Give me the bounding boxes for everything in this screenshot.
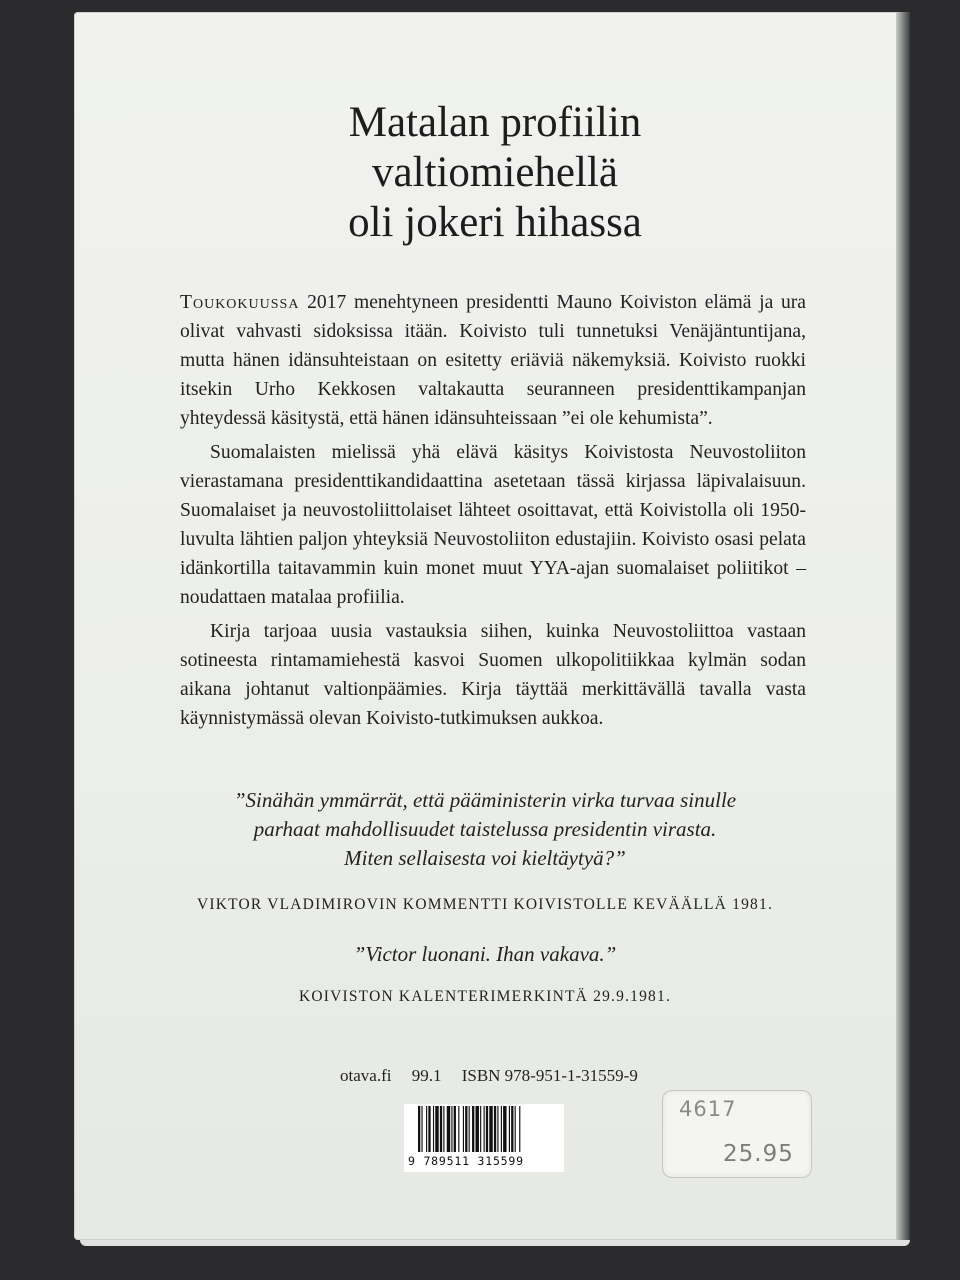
blurb-text — [180, 288, 806, 733]
barcode-bar — [484, 1106, 485, 1152]
barcode-bar — [458, 1106, 459, 1152]
quote-calendar: ”Victor luonani. Ihan vakava.” — [353, 942, 617, 966]
barcode-bar — [497, 1106, 498, 1152]
barcode-bar — [494, 1106, 496, 1152]
blurb-paragraph-2: Suomalaisten mielissä yhä elävä käsitys Koivistosta Neuvostoliiton vierastamana presidenttikandidaattina asetetaan tässä kirjassa läpivalaisuun. Suomalaiset ja neuvostoliittolaiset lähteet osoittavat, että Koivistolla oli 1950-luvulta lähtien paljon yhteyksiä Neuvostoliiton edustajiin. Koivisto osasi pelata idänkortilla taitavammin kuin monet muut YYA-ajan suomalaiset poliitikot – noudattaen matalaa profiilia. — [180, 442, 806, 608]
barcode-bar — [472, 1106, 474, 1152]
barcode-bar — [418, 1106, 420, 1152]
isbn-barcode — [404, 1104, 564, 1172]
price-sticker — [662, 1090, 812, 1178]
barcode-bar — [476, 1106, 479, 1152]
sticker-code: 4617 — [679, 1097, 737, 1121]
barcode-bar — [443, 1106, 444, 1152]
barcode-bar — [435, 1106, 438, 1152]
blurb-paragraph-3: Kirja tarjoaa uusia vastauksia siihen, kuinka Neuvostoliittoa vastaan sotineesta rintamamiehestä kasvoi Suomen ulkopolitiikkaa kylmän sodan aikana johtanut valtionpäämies. Kirja täyttää merkittävällä tavalla vasta käynnistymässä olevan Koivisto-tutkimuksen aukkoa. — [180, 621, 806, 729]
barcode-bar — [480, 1106, 481, 1152]
barcode-bar — [426, 1106, 427, 1152]
barcode-digits: 9 789511 315599 — [408, 1154, 524, 1168]
barcode-bar — [515, 1106, 516, 1152]
blurb-paragraph-1 — [180, 288, 806, 433]
quote-line-2: parhaat mahdollisuudet taistelussa presidentin virasta. — [253, 817, 717, 841]
barcode-bar — [469, 1106, 470, 1152]
sticker-price: 25.95 — [723, 1141, 794, 1167]
quote-line-1: ”Sinähän ymmärrät, että pääministerin virka turvaa sinulle — [233, 788, 737, 812]
barcode-bar — [440, 1106, 442, 1152]
headline-line-3: oli jokeri hihassa — [348, 199, 642, 246]
blurb-paragraph-1-text: 2017 menehtyneen presidentti Mauno Koiviston elämä ja ura olivat vahvasti sidoksissa itään. Koivisto tuli tunnetuksi Venäjäntuntijana, mutta hänen idänsuhteistaan on esitetty eriäviä näkemyksiä. Koivisto ruokki itsekin Urho Kekkosen valtakautta seuranneen presidenttikampanjan yhteydessä käsitystä, että hänen idänsuhteissaan ”ei ole kehumista”. — [180, 292, 806, 429]
barcode-bar — [486, 1106, 488, 1152]
headline-line-2: valtiomiehellä — [372, 149, 618, 196]
headline-line-1: Matalan profiilin — [348, 99, 642, 146]
barcode-bar — [447, 1106, 450, 1152]
publisher-website: otava.fi — [340, 1066, 392, 1085]
quote-calendar-attribution: KOIVISTON KALENTERIMERKINTÄ 29.9.1981. — [298, 988, 672, 1005]
barcode-bar — [489, 1106, 492, 1152]
barcode-bar — [463, 1106, 464, 1152]
blurb-lead-word: Toukokuussa — [180, 292, 300, 313]
isbn-text: ISBN 978-951-1-31559-9 — [461, 1066, 638, 1085]
barcode-bar — [451, 1106, 452, 1152]
barcode-bar — [509, 1106, 510, 1152]
barcode-bar — [501, 1106, 502, 1152]
barcode-bar — [511, 1106, 513, 1152]
classification-code: 99.1 — [411, 1066, 442, 1085]
barcode-bars — [418, 1106, 558, 1154]
quote-line-3: Miten sellaisesta voi kieltäytyä?” — [344, 846, 626, 870]
barcode-bar — [421, 1106, 422, 1152]
barcode-bar — [465, 1106, 467, 1152]
publisher-info — [340, 1066, 700, 1086]
barcode-bar — [454, 1106, 456, 1152]
quote-vladimirov-attribution: VIKTOR VLADIMIROVIN KOMMENTTI KOIVISTOLLE KEVÄÄLLÄ 1981. — [196, 896, 774, 913]
barcode-bar — [519, 1106, 520, 1152]
barcode-bar — [503, 1106, 506, 1152]
cover-headline — [0, 98, 960, 248]
barcode-bar — [433, 1106, 434, 1152]
barcode-bar — [428, 1106, 430, 1152]
quote-vladimirov — [140, 786, 830, 873]
